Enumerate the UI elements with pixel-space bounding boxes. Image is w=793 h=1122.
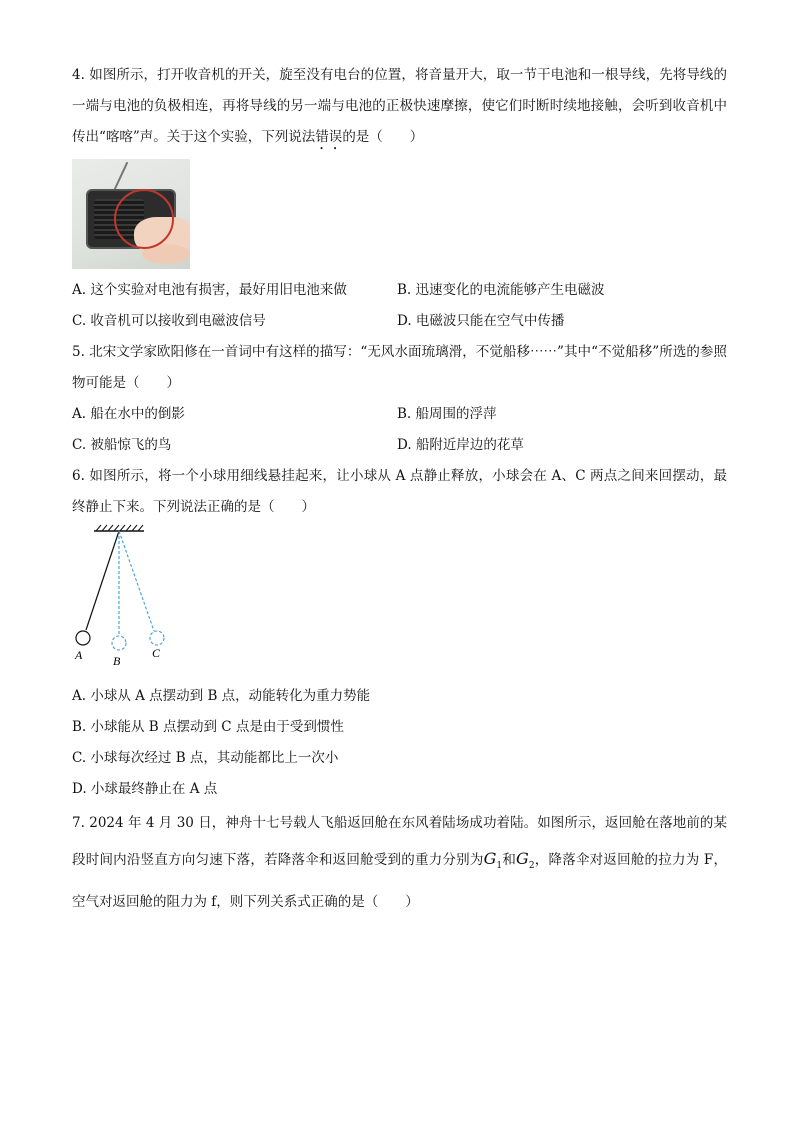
label-b: B	[113, 654, 121, 668]
string-c	[119, 531, 154, 631]
g1-subscript: 1	[496, 861, 503, 872]
question-4-stem	[72, 60, 727, 153]
q4-option-d[interactable]: D. 电磁波只能在空气中传播	[397, 313, 565, 329]
g2-symbol	[516, 849, 535, 872]
q5-option-d[interactable]: D. 船附近岸边的花草	[397, 437, 524, 453]
g1-symbol	[483, 849, 503, 872]
question-6-stem: 6. 如图所示，将一个小球用细线悬挂起来，让小球从 A 点静止释放，小球会在 A、C 两点之间来回摆动，最终静止下来。下列说法正确的是（ ）	[72, 468, 727, 515]
g2-subscript: 2	[528, 861, 535, 872]
g2-letter: G	[516, 849, 529, 868]
q7-and-text: 和	[502, 852, 517, 868]
q4-stem-emphasis: 错误	[315, 129, 343, 145]
question-7	[72, 805, 727, 920]
label-c: C	[152, 646, 161, 660]
question-4	[72, 60, 727, 337]
question-4-options	[72, 275, 727, 337]
q6-option-c[interactable]: C. 小球每次经过 B 点，其动能都比上一次小	[72, 750, 339, 766]
q5-option-b[interactable]: B. 船周围的浮萍	[397, 406, 497, 422]
ball-c-icon	[150, 631, 164, 645]
q7-stem-text-b: ，降落伞对返回舱的拉力为 F，空气对返回舱的阻力为 f，则下列关系式正确的是（ ）	[72, 852, 728, 911]
highlight-circle-icon	[114, 189, 174, 249]
radio-experiment-figure	[72, 159, 727, 269]
pendulum-diagram	[72, 523, 172, 673]
q4-option-b[interactable]: B. 迅速变化的电流能够产生电磁波	[397, 282, 605, 298]
label-a: A	[75, 648, 83, 662]
string-a	[86, 531, 119, 630]
q5-option-c[interactable]: C. 被船惊飞的鸟	[72, 437, 172, 453]
pendulum-figure	[72, 523, 727, 677]
question-6	[72, 461, 727, 805]
q4-stem-text-b: 的是（ ）	[342, 129, 424, 145]
q6-option-d[interactable]: D. 小球最终静止在 A 点	[72, 781, 218, 797]
question-7-stem	[72, 805, 727, 920]
page-content	[72, 60, 727, 920]
q5-option-a[interactable]: A. 船在水中的倒影	[72, 406, 185, 422]
question-5-stem: 5. 北宋文学家欧阳修在一首词中有这样的描写：“无风水面琉璃滑，不觉船移⋯⋯”其中“不觉船移”所选的参照物可能是（ ）	[72, 344, 727, 391]
q7-stem-text-a: 7. 2024 年 4 月 30 日，神舟十七号载人飞船返回舱在东风着陆场成功着陆。如图所示，返回舱在落地前的某段时间内沿竖直方向匀速下落，若降落伞和返回舱受到的重力分别为	[72, 815, 727, 868]
radio-photo	[72, 159, 190, 269]
g1-letter: G	[483, 849, 497, 868]
q4-option-a[interactable]: A. 这个实验对电池有损害，最好用旧电池来做	[72, 282, 347, 298]
q4-stem-text-a: 4. 如图所示，打开收音机的开关，旋至没有电台的位置，将音量开大，取一节干电池和一根导线，先将导线的一端与电池的负极相连，再将导线的另一端与电池的正极快速摩擦，使它们时断时续地接触，会听到收音机中传出“喀喀”声。关于这个实验，下列说法	[72, 67, 727, 145]
q6-option-a[interactable]: A. 小球从 A 点摆动到 B 点，动能转化为重力势能	[72, 688, 371, 704]
q6-option-b[interactable]: B. 小球能从 B 点摆动到 C 点是由于受到惯性	[72, 719, 344, 735]
question-5-options	[72, 399, 727, 461]
q4-option-c[interactable]: C. 收音机可以接收到电磁波信号	[72, 313, 266, 329]
ceiling-icon	[94, 525, 144, 531]
question-5	[72, 337, 727, 461]
ball-a-icon	[76, 631, 90, 645]
ball-b-icon	[112, 636, 126, 650]
